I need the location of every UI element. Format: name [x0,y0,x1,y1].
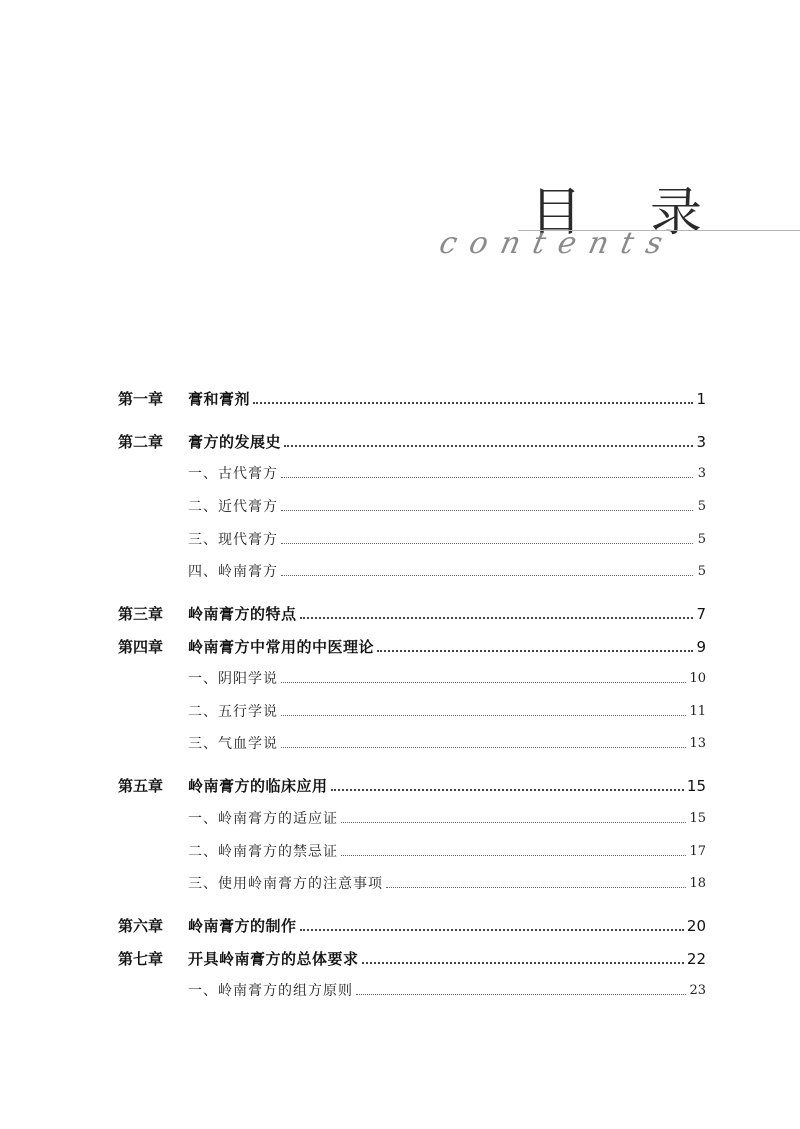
dot-leader [281,682,686,683]
chapter-title: 岭南膏方的特点 [188,605,297,623]
page-number: 5 [697,564,706,579]
section-title: 一、岭南膏方的适应证 [188,811,338,827]
chapter-number: 第一章 [118,390,164,408]
page-number: 3 [697,466,706,481]
toc-chapter-row[interactable] [118,385,706,409]
toc-section-row[interactable] [188,698,706,722]
dot-leader [281,747,686,748]
toc-header [436,170,800,270]
toc-section-row[interactable] [188,558,706,582]
page-subtitle: contents [436,226,679,261]
dot-leader [341,822,686,823]
page-number: 1 [696,390,706,408]
dot-leader [281,575,693,576]
dot-leader [281,715,686,716]
toc-chapter-row[interactable] [118,945,706,969]
chapter-number: 第二章 [118,433,164,451]
dot-leader [284,445,693,447]
dot-leader [300,617,693,619]
toc-chapter-row[interactable] [118,600,706,624]
chapter-title: 膏和膏剂 [188,390,251,408]
toc-section-row[interactable] [188,460,706,484]
page-number: 20 [686,917,706,935]
chapter-number: 第六章 [118,917,164,935]
section-title: 一、岭南膏方的组方原则 [188,983,353,999]
section-title: 一、古代膏方 [188,466,278,482]
toc-section-row[interactable] [188,870,706,894]
toc-section-row[interactable] [188,526,706,550]
page-number: 11 [689,704,706,719]
chapter-number: 第七章 [118,950,164,968]
toc-chapter-row[interactable] [118,912,706,936]
chapter-number: 第三章 [118,605,164,623]
dot-leader [253,402,693,404]
section-title: 三、气血学说 [188,736,278,752]
dot-leader [362,962,684,964]
chapter-title: 岭南膏方中常用的中医理论 [188,638,375,656]
page-number: 5 [697,532,706,547]
section-title: 二、五行学说 [188,704,278,720]
page-number: 15 [689,811,706,826]
toc-chapter-row[interactable] [118,428,706,452]
dot-leader [281,477,693,478]
chapter-title: 岭南膏方的制作 [188,917,297,935]
chapter-title: 开具岭南膏方的总体要求 [188,950,359,968]
section-title: 三、使用岭南膏方的注意事项 [188,876,383,892]
toc-section-row[interactable] [188,730,706,754]
toc-section-row[interactable] [188,665,706,689]
page-number: 17 [689,844,706,859]
page-number: 5 [697,499,706,514]
title-char-1: 目 [530,183,583,243]
section-title: 三、现代膏方 [188,532,278,548]
toc-section-row[interactable] [188,805,706,829]
chapter-number: 第四章 [118,638,164,656]
toc-chapter-row[interactable] [118,772,706,796]
toc-chapter-row[interactable] [118,633,706,657]
page-number: 22 [686,950,706,968]
page-number: 15 [686,777,706,795]
page-number: 23 [689,983,706,998]
section-title: 二、岭南膏方的禁忌证 [188,844,338,860]
section-title: 二、近代膏方 [188,499,278,515]
page-number: 7 [696,605,706,623]
page-number: 9 [696,638,706,656]
dot-leader [331,789,684,791]
dot-leader [281,510,693,511]
page-number: 10 [689,671,706,686]
page-number: 18 [689,876,706,891]
dot-leader [386,887,686,888]
dot-leader [356,994,686,995]
toc-section-row[interactable] [188,838,706,862]
chapter-number: 第五章 [118,777,164,795]
dot-leader [377,650,693,652]
chapter-title: 岭南膏方的临床应用 [188,777,328,795]
dot-leader [300,929,684,931]
toc-section-row[interactable] [188,493,706,517]
dot-leader [281,543,693,544]
page-number: 13 [689,736,706,751]
dot-leader [341,855,686,856]
section-title: 四、岭南膏方 [188,564,278,580]
toc-section-row[interactable] [188,977,706,1001]
chapter-title: 膏方的发展史 [188,433,282,451]
title-char-2: 录 [650,183,703,243]
page-number: 3 [696,433,706,451]
section-title: 一、阴阳学说 [188,671,278,687]
